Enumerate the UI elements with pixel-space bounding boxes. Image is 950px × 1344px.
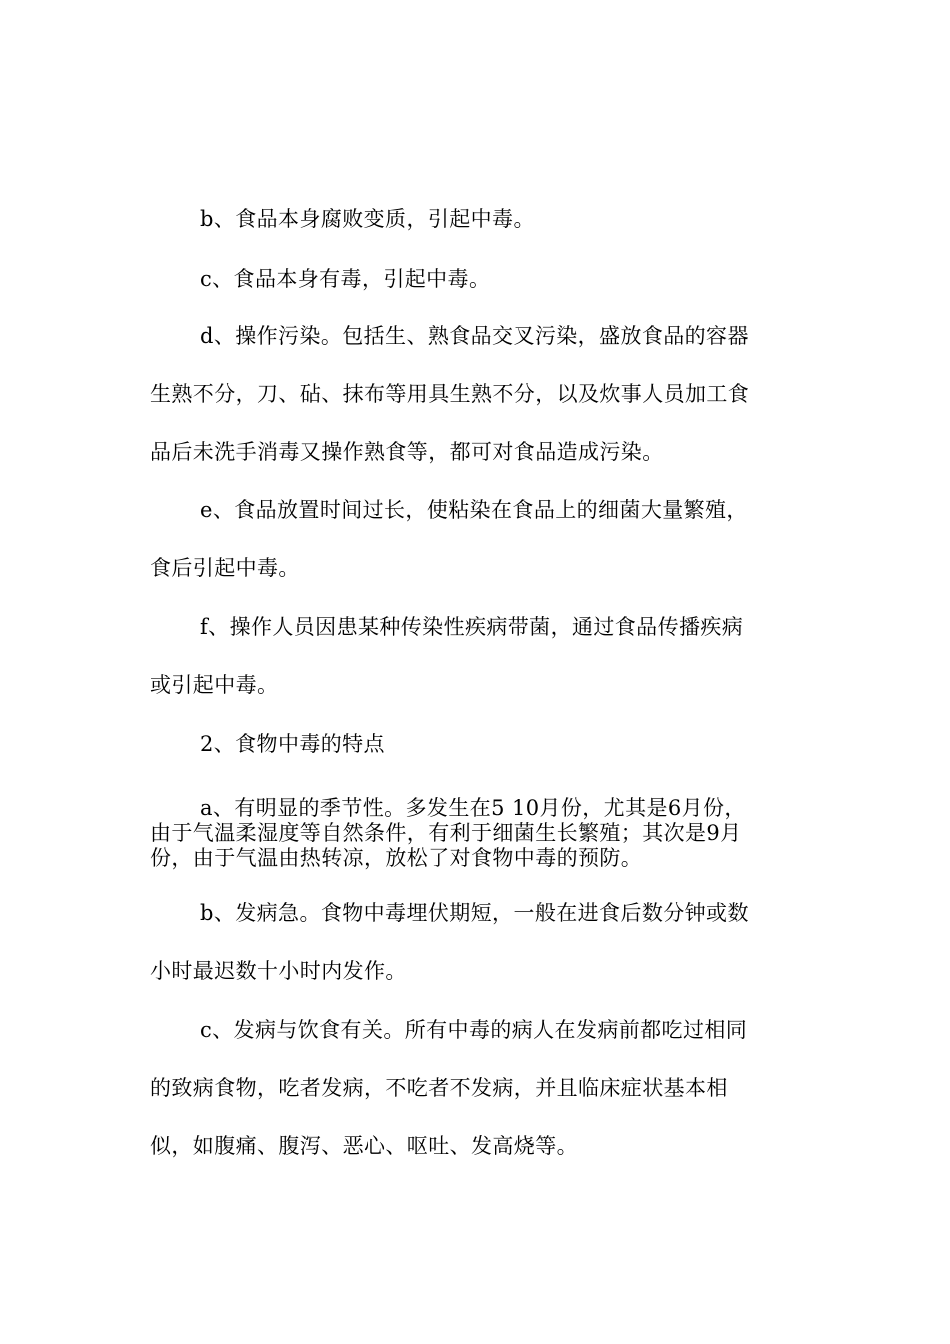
text-line: b、发病急。食物中毒埋伏期短，一般在进食后数分钟或数 bbox=[200, 901, 749, 925]
text-line: d、操作污染。包括生、熟食品交叉污染，盛放食品的容器 bbox=[200, 324, 749, 348]
text-line: 份，由于气温由热转凉，放松了对食物中毒的预防。 bbox=[150, 846, 643, 870]
text-line: 2、食物中毒的特点 bbox=[200, 732, 385, 756]
text-line: 由于气温柔湿度等自然条件，有利于细菌生长繁殖；其次是9月 bbox=[150, 821, 742, 845]
text-line: 品后未洗手消毒又操作熟食等，都可对食品造成污染。 bbox=[150, 440, 664, 464]
text-line: 或引起中毒。 bbox=[150, 673, 279, 697]
text-line: a、有明显的季节性。多发生在5 10月份，尤其是6月份， bbox=[200, 796, 746, 820]
text-line: 似，如腹痛、腹泻、恶心、呕吐、发高烧等。 bbox=[150, 1134, 578, 1158]
text-line: 的致病食物，吃者发病，不吃者不发病，并且临床症状基本相 bbox=[150, 1076, 728, 1100]
text-line: 生熟不分，刀、砧、抹布等用具生熟不分，以及炊事人员加工食 bbox=[150, 382, 750, 406]
text-line: 食后引起中毒。 bbox=[150, 556, 300, 580]
text-line: f、操作人员因患某种传染性疾病带菌，通过食品传播疾病 bbox=[200, 615, 744, 639]
text-line: 小时最迟数十小时内发作。 bbox=[150, 959, 407, 983]
text-line: b、食品本身腐败变质，引起中毒。 bbox=[200, 207, 535, 231]
text-line: e、食品放置时间过长，使粘染在食品上的细菌大量繁殖， bbox=[200, 498, 748, 522]
text-line: c、发病与饮食有关。所有中毒的病人在发病前都吃过相同 bbox=[200, 1018, 748, 1042]
text-line: c、食品本身有毒，引起中毒。 bbox=[200, 267, 491, 291]
